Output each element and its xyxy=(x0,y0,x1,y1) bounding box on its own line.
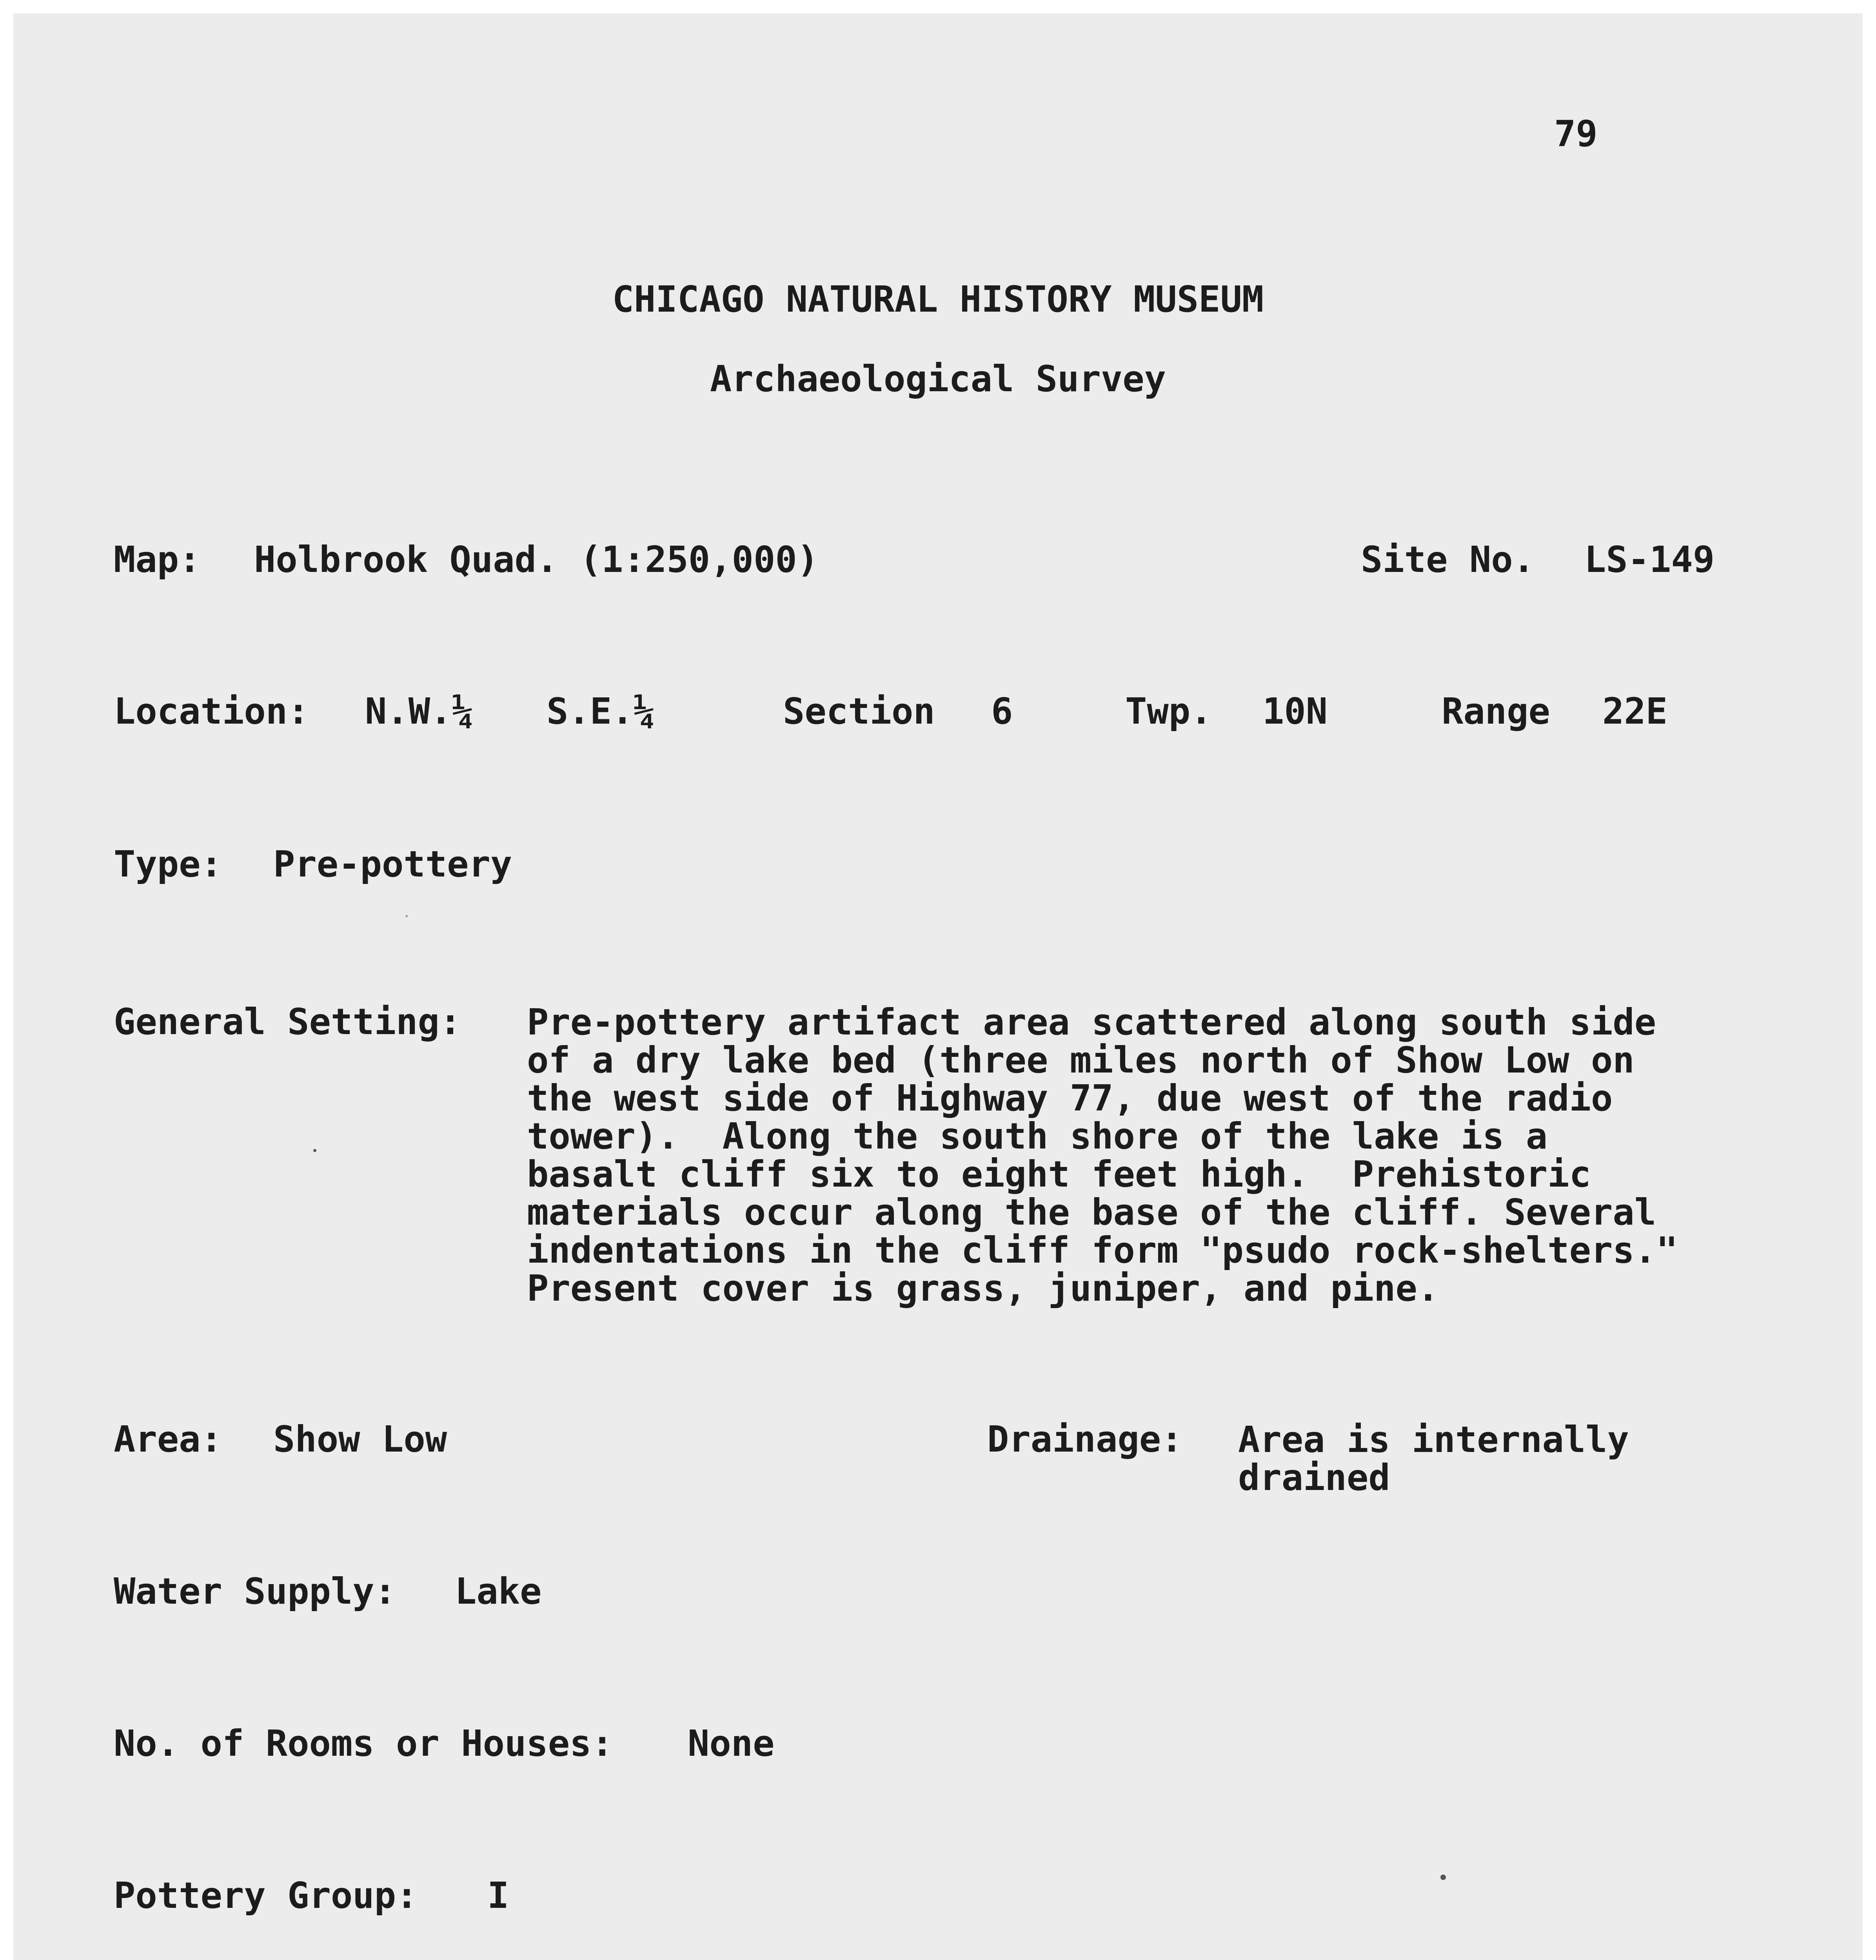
map-value: Holbrook Quad. (1:250,000) xyxy=(254,539,819,581)
pottery-group-label: Pottery Group: xyxy=(114,1875,418,1916)
type-value: Pre-pottery xyxy=(273,843,512,885)
location-label: Location: xyxy=(114,690,309,732)
type-label: Type: xyxy=(114,843,222,885)
location-nw-quarter: N.W.¼ xyxy=(365,690,474,732)
pottery-group-value: I xyxy=(487,1875,509,1916)
township-label: Twp. xyxy=(1125,690,1212,732)
water-supply-label: Water Supply: xyxy=(114,1570,396,1612)
page-number: 79 xyxy=(1554,113,1598,155)
range-label: Range xyxy=(1442,690,1550,732)
general-setting-text: Pre-pottery artifact area scattered along south side of a dry lake bed (three miles north of Show Low on the west side of Highway 77, due west of the radio tower). Along the south shore of the lake is a basalt cliff six to eight feet high. Prehistoric materials occur along the base of the cliff. Several indentations in the cliff form "psudo rock-shelters." Present cover is grass, juniper, and pine. xyxy=(527,1001,1678,1309)
scan-speck xyxy=(313,1149,316,1152)
location-se-quarter: S.E.¼ xyxy=(547,690,655,732)
section-label: Section xyxy=(783,690,935,732)
site-number-label: Site No. xyxy=(1361,539,1535,581)
scan-speck xyxy=(1440,1875,1446,1880)
section-value: 6 xyxy=(991,690,1013,732)
general-setting-label: General Setting: xyxy=(114,1001,461,1043)
document-title: CHICAGO NATURAL HISTORY MUSEUM xyxy=(612,278,1264,320)
site-number-value: LS-149 xyxy=(1584,539,1715,581)
water-supply-value: Lake xyxy=(455,1570,542,1612)
scan-speck xyxy=(405,915,408,917)
area-value: Show Low xyxy=(273,1418,447,1460)
document-page xyxy=(13,13,1863,1960)
township-value: 10N xyxy=(1262,690,1328,732)
area-label: Area: xyxy=(114,1418,222,1460)
rooms-or-houses-label: No. of Rooms or Houses: xyxy=(114,1722,613,1764)
map-label: Map: xyxy=(114,539,201,581)
document-subtitle: Archaeological Survey xyxy=(710,358,1166,400)
range-value: 22E xyxy=(1602,690,1668,732)
drainage-label: Drainage: xyxy=(987,1418,1183,1460)
drainage-value: Area is internally drained xyxy=(1238,1419,1629,1499)
rooms-or-houses-value: None xyxy=(688,1722,775,1764)
